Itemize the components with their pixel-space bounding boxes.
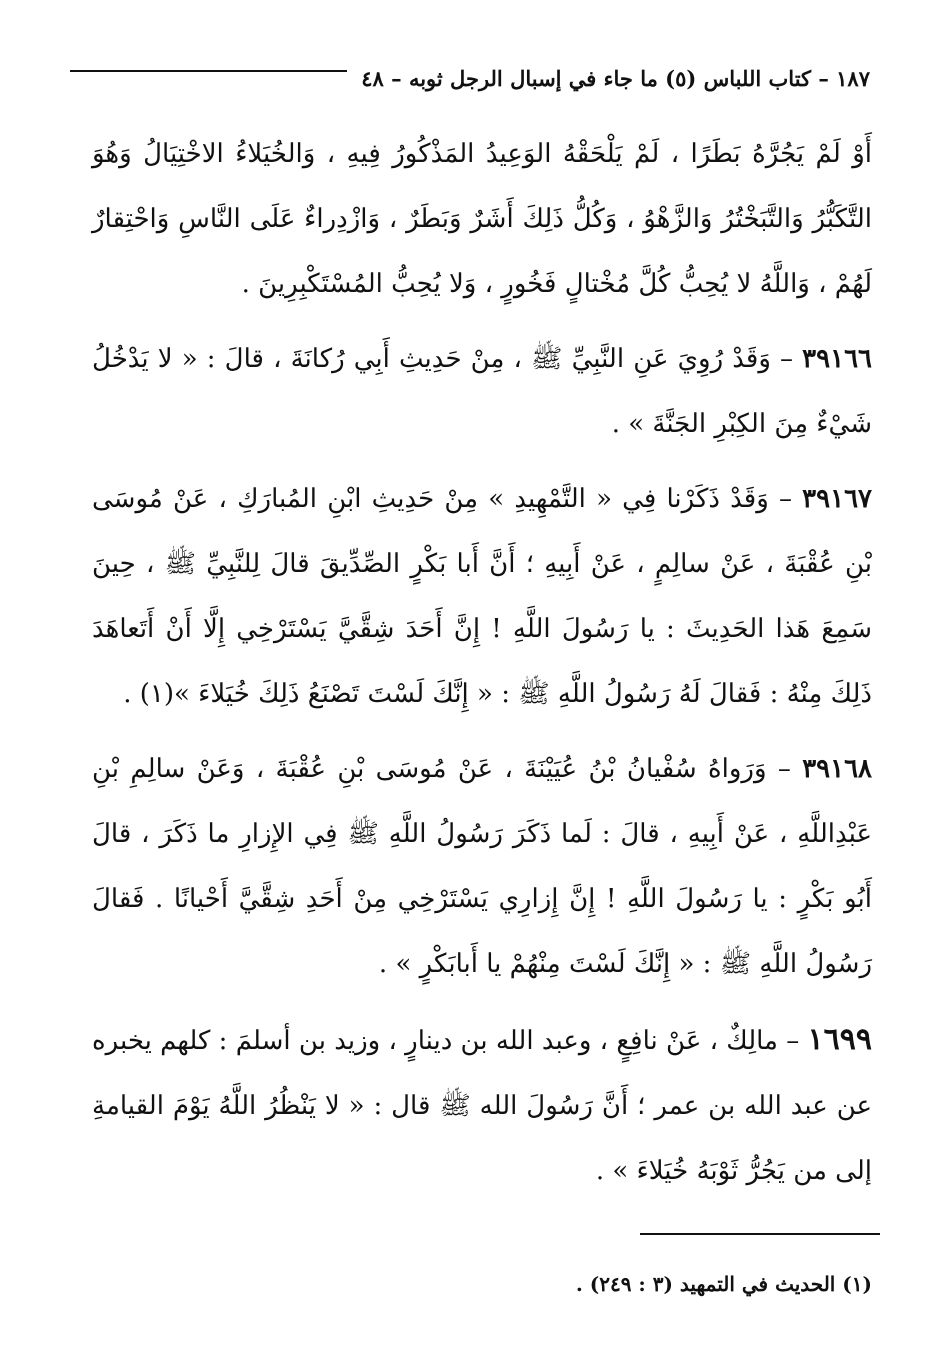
paragraph-text: أَوْ لَمْ يَجُرَّهُ بَطَرًا ، لَمْ يَلْحَقْهُ الوَعِيدُ المَذْكُورُ فِيهِ ، وَالخُيَلاءُ الاخْتِيَالُ وَهُوَ التَّكَبُّرُ وَالتَّبَخْتُرُ وَالزَّهْوُ ، وَكُلُّ ذَلِكَ أَشَرٌ وَبَطَرٌ ، وَازْدِراءٌ عَلَى النَّاسِ وَاحْتِقارٌ لَهُمْ ، وَاللَّهُ لا يُحِبُّ كُلَّ مُخْتالٍ فَخُورٍ ، وَلا يُحِبُّ المُسْتَكْبِرِينَ . xyxy=(92,139,872,299)
paragraph-text: – وَرَواهُ سُفْيانُ بْنُ عُيَيْنَةَ ، عَنْ مُوسَى بْنِ عُقْبَةَ ، وَعَنْ سالِمِ بْنِ عَبْدِاللَّهِ ، عَنْ أَبِيهِ ، قالَ : لَما ذَكَرَ رَسُولُ اللَّهِ ﷺ فِي الإِزارِ ما ذَكَرَ ، قالَ أَبُو بَكْرٍ : يا رَسُولَ اللَّهِ ! إِنَّ إِزارِي يَسْتَرْخِي مِنْ أَحَدِ شِقَّيَّ أَحْيانًا . فَقالَ رَسُولُ اللَّهِ ﷺ : « إِنَّكَ لَسْتَ مِنْهُمْ يا أَبابَكْرٍ » . xyxy=(92,754,872,979)
footnote-text: (١) الحديث في التمهيد (٣ : ٢٤٩) . xyxy=(575,1272,872,1296)
paragraph-number: ٣٩١٦٨ xyxy=(802,754,873,784)
footnote xyxy=(92,1272,872,1296)
paragraph-1699 xyxy=(92,1007,872,1204)
footnote-rule xyxy=(640,1233,880,1235)
paragraph-number: ٣٩١٦٦ xyxy=(802,344,872,374)
main-text xyxy=(92,122,872,1214)
paragraph-text: – وَقَدْ رُوِيَ عَنِ النَّبِيِّ ﷺ ، مِنْ حَدِيثِ أَبِي رُكانَةَ ، قالَ : « لا يَدْخُلُ شَيْءٌ مِنَ الكِبْرِ الجَنَّةَ » . xyxy=(92,344,872,439)
paragraph-39168 xyxy=(92,737,872,997)
page-header xyxy=(70,58,870,98)
paragraph-intro xyxy=(92,122,872,317)
running-header: ١٨٧ – كتاب اللباس (٥) ما جاء في إسبال الرجل ثوبه – ٤٨ xyxy=(361,65,870,91)
header-rule xyxy=(70,70,347,72)
hadith-number: ١٦٩٩ xyxy=(807,1022,872,1057)
paragraph-text: – مالِكٌ ، عَنْ نافِعٍ ، وعبد الله بن دينارٍ ، وزيد بن أسلمَ : كلهم يخبره عن عبد الله بن عمر ؛ أَنَّ رَسُولَ الله ﷺ قال : « لا يَنْظُرُ اللَّهُ يَوْمَ القيامةِ إلى من يَجُرُّ ثَوْبَهُ خُيَلاءَ » . xyxy=(92,1026,872,1186)
paragraph-39166 xyxy=(92,327,872,457)
paragraph-text: – وَقَدْ ذَكَرْنا فِي « التَّمْهِيدِ » مِنْ حَدِيثِ ابْنِ المُبارَكِ ، عَنْ مُوسَى بْنِ عُقْبَةَ ، عَنْ سالِمٍ ، عَنْ أَبِيهِ ؛ أَنَّ أَبا بَكْرٍ الصِّدِّيقَ قالَ لِلنَّبِيِّ ﷺ ، حِينَ سَمِعَ هَذا الحَدِيثَ : يا رَسُولَ اللَّهِ ! إِنَّ أَحَدَ شِقَّيَّ يَسْتَرْخِي إِلَّا أَنْ أَتَعاهَدَ ذَلِكَ مِنْهُ : فَقالَ لَهُ رَسُولُ اللَّهِ ﷺ : « إِنَّكَ لَسْتَ تَصْنَعُ ذَلِكَ خُيَلاءَ »(١) . xyxy=(92,484,872,709)
paragraph-number: ٣٩١٦٧ xyxy=(802,484,872,514)
paragraph-39167 xyxy=(92,467,872,727)
